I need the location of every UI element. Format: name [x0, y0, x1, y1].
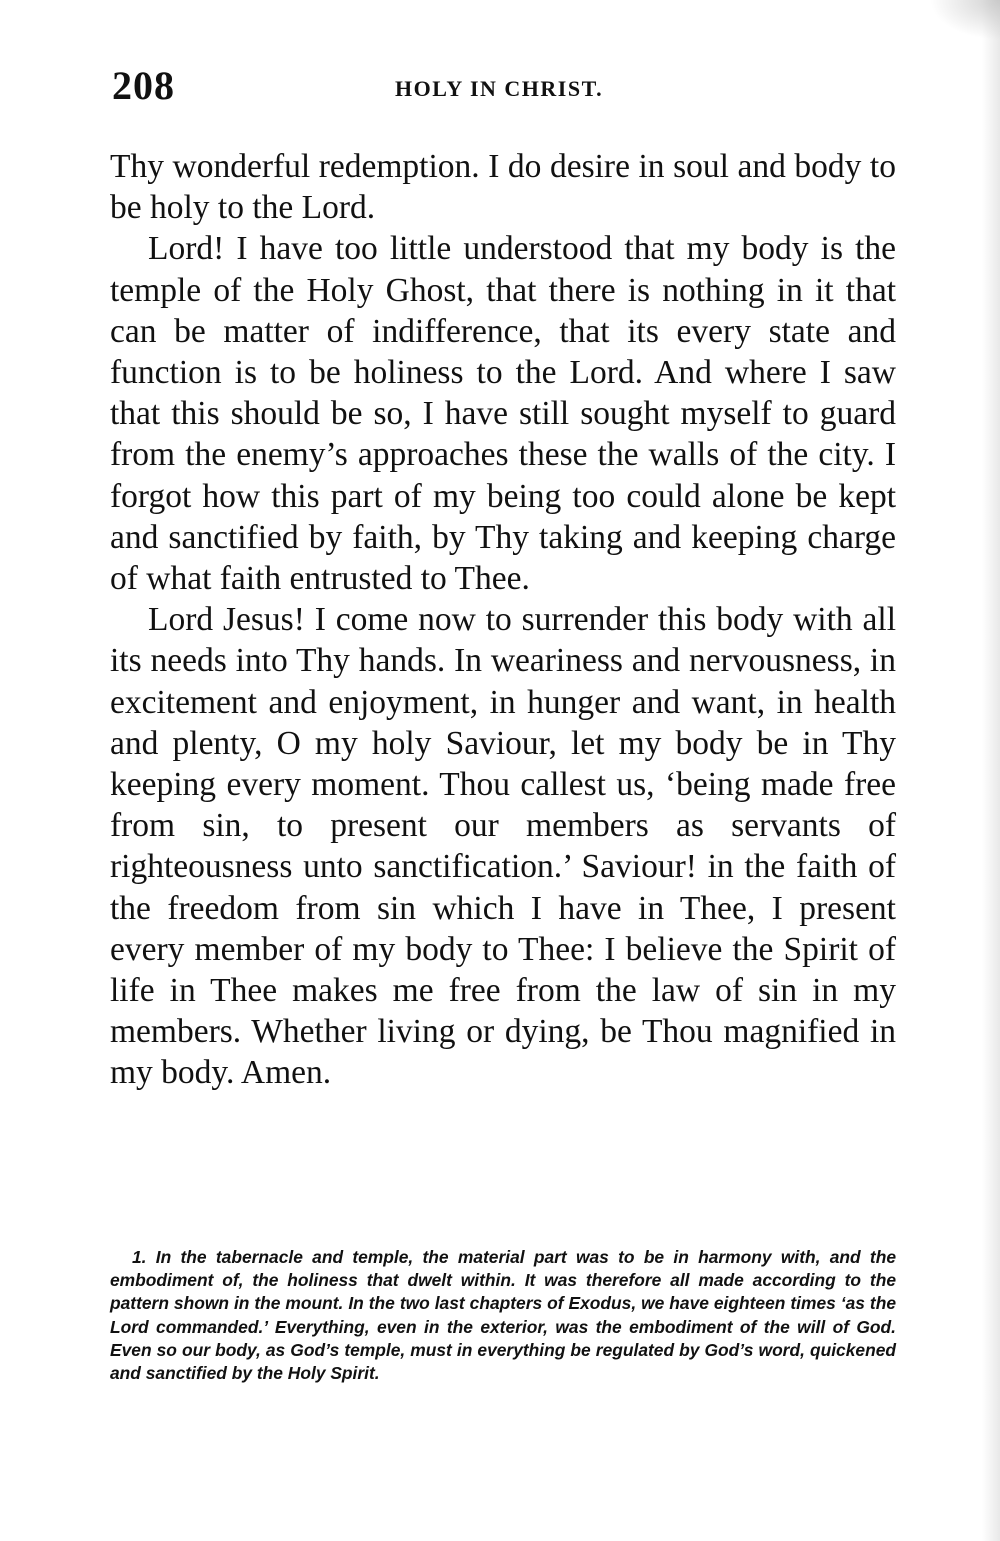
- running-title: HOLY IN CHRIST.: [395, 76, 604, 101]
- footnote: 1. In the tabernacle and temple, the material part was to be in harmony with, and the embodiment of, the holiness that dwelt within. It was therefore all made according to the pattern shown in the mount. In the two last chapters of Exodus, we have eighteen times ‘as the Lord commanded.’ Everything, even in the exterior, was the embodiment of the will of God. Even so our body, as God’s temple, must in everything be regulated by God’s word, quickened and sanctified by the Holy Spirit.: [110, 1247, 896, 1384]
- paragraph-2: Lord! I have too little understood that my body is the temple of the Holy Ghost, that there is nothing in it that can be matter of indifference, that its every state and function is to be holiness to the Lord. And where I saw that this should be so, I have still sought myself to guard from the enemy’s approaches these the walls of the city. I forgot how this part of my being too could alone be kept and sanctified by faith, by Thy taking and keeping charge of what faith entrusted to Thee.: [110, 230, 896, 598]
- page-number: 208: [112, 63, 175, 108]
- body-text: [110, 146, 896, 1094]
- paragraph-3: Lord Jesus! I come now to surrender this body with all its needs into Thy hands. In weariness and nervousness, in excitement and enjoyment, in hunger and want, in health and plenty, O my holy Saviour, let my body be in Thy keeping every moment. Thou callest us, ‘being made free from sin, to present our members as servants of righteousness unto sanctification.’ Saviour! in the faith of the freedom from sin which I have in Thee, I present every member of my body to Thee: I believe the Spirit of life in Thee makes me free from the law of sin in my members. Whether living or dying, be Thou magnified in my body. Amen.: [110, 601, 896, 1092]
- page-edge-shading: [982, 0, 1000, 1541]
- paragraph-1: Thy wonderful redemption. I do desire in soul and body to be holy to the Lord.: [110, 148, 896, 227]
